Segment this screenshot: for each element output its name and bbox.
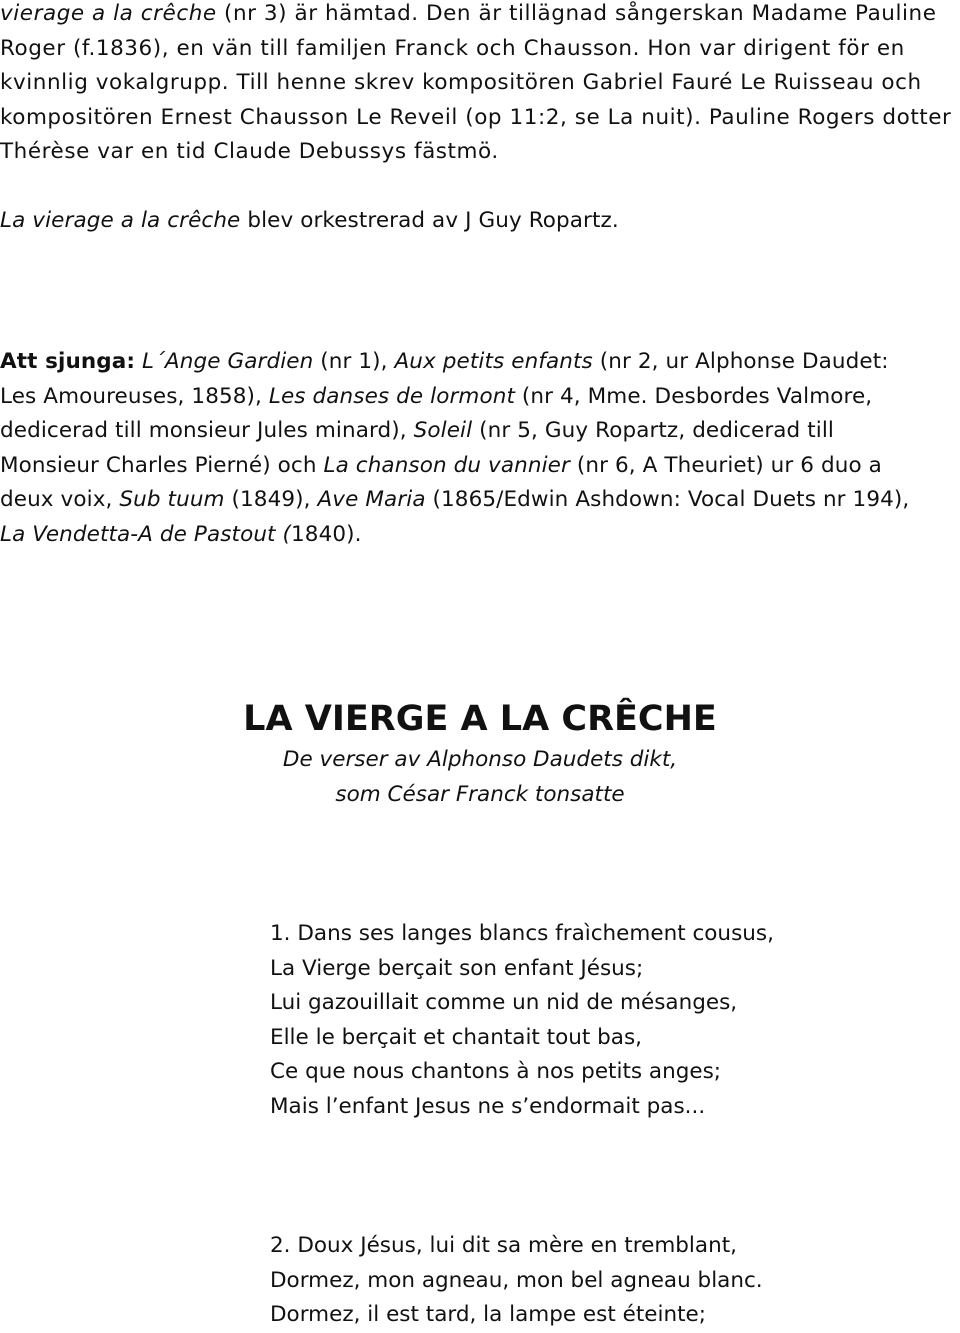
intro-line-3: kvinnlig vokalgrupp. Till henne skrev kompositören Gabriel Fauré Le Ruisseau och <box>0 70 922 96</box>
work-note: (nr 5, Guy Ropartz, dedicerad till <box>472 418 834 444</box>
att-sjunga-line-1 <box>0 345 955 380</box>
verse-1 <box>270 917 950 1125</box>
orchestration-text: blev orkestrerad av J Guy Ropartz. <box>240 208 619 233</box>
work-note: 1840). <box>291 521 362 547</box>
work-title: L´Ange Gardien <box>142 349 314 374</box>
verse-line: Ce que nous chantons à nos petits anges; <box>270 1059 722 1085</box>
att-sjunga-line-2 <box>0 380 955 415</box>
att-sjunga-line-5 <box>0 483 955 518</box>
verse-line: Dormez, il est tard, la lampe est éteinte; <box>270 1302 707 1328</box>
intro-line-2: Roger (f.1836), en vän till familjen Franck och Chausson. Hon var dirigent för en <box>0 35 905 61</box>
song-title-ref: La vierage a la crêche <box>0 208 241 233</box>
song-subtitle <box>0 742 960 812</box>
work-note: (nr 1), <box>313 349 395 374</box>
intro-text: (nr 3) är hämtad. Den är tillägnad sångerskan Madame Pauline <box>216 1 937 26</box>
verse-line: Elle le berçait et chantait tout bas, <box>270 1024 643 1050</box>
work-note: dedicerad till monsieur Jules minard), <box>0 418 414 444</box>
orchestration-line <box>0 204 955 239</box>
song-title-ref: vierage a la crêche <box>0 1 217 26</box>
subtitle-line-1: De verser av Alphonso Daudets dikt, <box>282 747 678 772</box>
verse-line: 1. Dans ses langes blancs fraìchement cousus, <box>270 921 774 946</box>
verse-line: Dormez, mon agneau, mon bel agneau blanc. <box>270 1267 763 1293</box>
verse-line: La Vierge berçait son enfant Jésus; <box>270 955 644 981</box>
att-sjunga-paragraph <box>0 345 955 553</box>
intro-line-5: Thérèse var en tid Claude Debussys fästmö. <box>0 139 499 165</box>
work-note: (1865/Edwin Ashdown: Vocal Duets nr 194), <box>425 487 910 513</box>
work-note: (1849), <box>224 487 318 513</box>
work-note: deux voix, <box>0 487 120 513</box>
verse-line: 2. Doux Jésus, lui dit sa mère en tremblant, <box>270 1233 737 1258</box>
intro-line-4: kompositören Ernest Chausson Le Reveil (op 11:2, se La nuit). Pauline Rogers dotter <box>0 104 952 130</box>
verse-line: Lui gazouillait comme un nid de mésanges, <box>270 990 738 1016</box>
work-title: La Vendetta-A de Pastout ( <box>0 521 292 547</box>
work-title: Les danses de lormont <box>268 383 515 409</box>
work-note: Les Amoureuses, 1858), <box>0 383 269 409</box>
work-note: Monsieur Charles Pierné) och <box>0 452 324 478</box>
verse-line: Mais l’enfant Jesus ne s’endormait pas... <box>270 1093 706 1119</box>
att-sjunga-label: Att sjunga: <box>0 349 136 374</box>
att-sjunga-line-6 <box>0 518 955 553</box>
work-title: La chanson du vannier <box>323 452 570 478</box>
att-sjunga-line-3 <box>0 414 955 449</box>
song-title: LA VIERGE A LA CRÊCHE <box>243 699 717 739</box>
work-title: Ave Maria <box>317 487 426 513</box>
work-note: (nr 6, A Theuriet) ur 6 duo a <box>569 452 882 478</box>
verse-2 <box>270 1229 950 1333</box>
intro-line-1 <box>0 0 955 32</box>
work-title: Aux petits enfants <box>394 349 593 374</box>
subtitle-line-2: som César Franck tonsatte <box>335 782 625 807</box>
work-title: Soleil <box>413 418 473 444</box>
intro-paragraph <box>0 0 955 170</box>
att-sjunga-line-4 <box>0 449 955 484</box>
work-note: (nr 4, Mme. Desbordes Valmore, <box>514 383 873 409</box>
work-note: (nr 2, ur Alphonse Daudet: <box>592 349 889 374</box>
orchestration-paragraph <box>0 204 955 239</box>
work-title: Sub tuum <box>119 487 225 513</box>
